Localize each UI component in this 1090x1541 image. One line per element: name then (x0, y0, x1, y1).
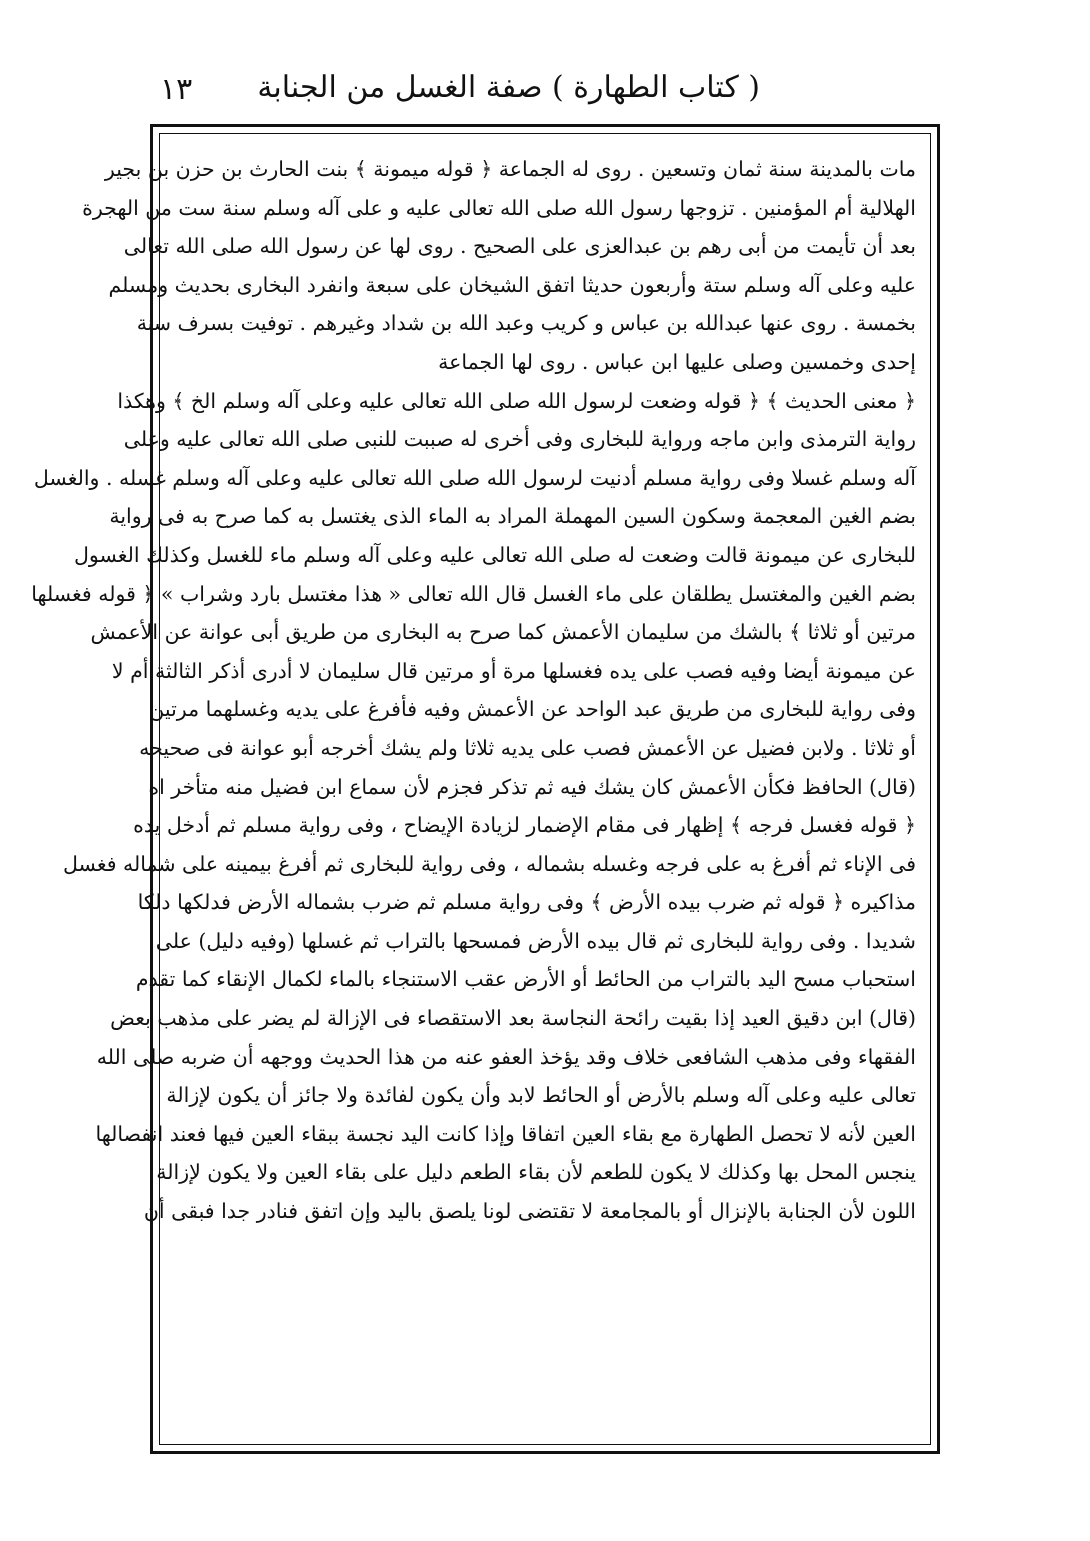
text-line: بضم الغين المعجمة وسكون السين المهملة المراد به الماء الذى يغتسل به كما صرح به فى رواية (109, 504, 916, 529)
text-line: استحباب مسح اليد بالتراب من الحائط أو الأرض عقب الاستنجاء بالماء لكمال الإنقاء كما تقدم (135, 967, 916, 992)
text-line: العين لأنه لا تحصل الطهارة مع بقاء العين اتفاقا وإذا كانت اليد نجسة ببقاء العين فيها فعند انفصالها (95, 1121, 916, 1146)
text-line: تعالى عليه وعلى آله وسلم بالأرض أو الحائط لابد وأن يكون لفائدة ولا جائز أن يكون لإزالة (166, 1083, 916, 1108)
text-line: ﴿ قوله فغسل فرجه ﴾ إظهار فى مقام الإضمار لزيادة الإيضاح ، وفى رواية مسلم ثم أدخل يده (133, 813, 916, 838)
text-line: آله وسلم غسلا وفى رواية مسلم أدنيت لرسول الله صلى الله تعالى عليه وعلى آله وسلم غسله . والغسل (33, 465, 916, 490)
text-line: مرتين أو ثلاثا ﴾ بالشك من سليمان الأعمش كما صرح به البخارى من طريق أبى عوانة عن الأعمش (90, 620, 916, 645)
text-line: اللون لأن الجنابة بالإنزال أو بالمجامعة لا تقتضى لونا يلصق باليد وإن اتفق فنادر جدا فبقى أن (143, 1199, 916, 1224)
page-number: ١٣ (160, 72, 193, 107)
text-line: رواية الترمذى وابن ماجه ورواية للبخارى وفى أخرى له صببت للنبى صلى الله تعالى عليه وعلى (123, 427, 916, 452)
text-line: وفى رواية للبخارى من طريق عبد الواحد عن الأعمش وفيه فأفرغ على يديه وغسلهما مرتين (149, 697, 916, 722)
text-line: عن ميمونة أيضا وفيه فصب على يده فغسلها مرة أو مرتين قال سليمان لا أدرى أذكر الثالثة أم لا (111, 658, 916, 683)
text-line: مذاكيره ﴿ قوله ثم ضرب بيده الأرض ﴾ وفى رواية مسلم ثم ضرب بشماله الأرض فدلكها دلكا (137, 890, 916, 915)
text-line: إحدى وخمسين وصلى عليها ابن عباس . روى لها الجماعة (438, 349, 916, 374)
text-line: شديدا . وفى رواية للبخارى ثم قال بيده الأرض فمسحها بالتراب ثم غسلها (وفيه دليل) على (155, 928, 916, 953)
text-line: عليه وعلى آله وسلم ستة وأربعون حديثا اتفق الشيخان على سبعة وانفرد البخارى بحديث ومسلم (108, 272, 916, 297)
body-text (31, 150, 916, 1231)
text-line: للبخارى عن ميمونة قالت وضعت له صلى الله تعالى عليه وعلى آله وسلم ماء للغسل وكذلك الغسول (74, 542, 916, 567)
text-line: أو ثلاثا . ولابن فضيل عن الأعمش فصب على يديه ثلاثا ولم يشك أخرجه أبو عوانة فى صحيحه (139, 735, 916, 760)
text-line: بضم الغين والمغتسل يطلقان على ماء الغسل قال الله تعالى « هذا مغتسل بارد وشراب » ﴿ قوله فغسلها (31, 581, 916, 606)
text-line: ينجس المحل بها وكذلك لا يكون للطعم لأن بقاء الطعم دليل على بقاء العين ولا يكون لإزالة (156, 1160, 916, 1185)
text-line: بعد أن تأيمت من أبى رهم بن عبدالعزى على الصحيح . روى لها عن رسول الله صلى الله تعالى (123, 234, 916, 259)
text-line: مات بالمدينة سنة ثمان وتسعين . روى له الجماعة ﴿ قوله ميمونة ﴾ بنت الحارث بن حزن بن بجير (104, 157, 916, 181)
text-line: ﴿ معنى الحديث ﴾ ﴿ قوله وضعت لرسول الله صلى الله تعالى عليه وعلى آله وسلم الخ ﴾ وهكذا (117, 388, 916, 413)
text-line: (قال) ابن دقيق العيد إذا بقيت رائحة النجاسة بعد الاستقصاء فى الإزالة لم يضر على مذهب بعض (110, 1006, 916, 1031)
text-line: الفقهاء وفى مذهب الشافعى خلاف وقد يؤخذ العفو عنه من هذا الحديث ووجهه أن ضربه صلى الله (96, 1044, 916, 1069)
text-line: (قال) الحافظ فكأن الأعمش كان يشك فيه ثم تذكر فجزم لأن سماع ابن فضيل منه متأخر اه (148, 774, 916, 799)
running-title: ( كتاب الطهارة ) صفة الغسل من الجنابة (257, 70, 760, 105)
text-line: الهلالية أم المؤمنين . تزوجها رسول الله صلى الله تعالى عليه و على آله وسلم سنة ست من الهجرة (82, 195, 916, 220)
text-line: بخمسة . روى عنها عبدالله بن عباس و كريب وعبد الله بن شداد وغيرهم . توفيت بسرف سنة (136, 311, 916, 336)
text-line: فى الإناء ثم أفرغ به على فرجه وغسله بشماله ، وفى رواية للبخارى ثم أفرغ بيمينه على شماله فغسل (63, 851, 916, 876)
page-header (160, 64, 940, 120)
